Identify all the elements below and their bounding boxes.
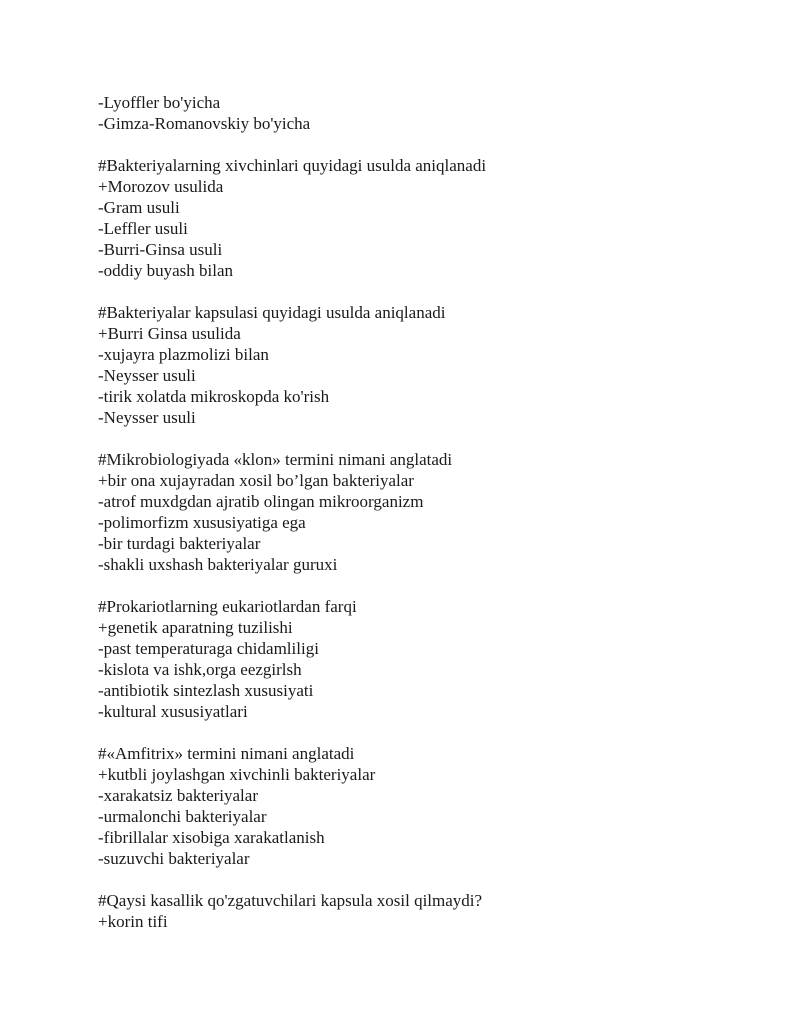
blank-line <box>98 134 758 155</box>
answer-line: -xujayra plazmolizi bilan <box>98 345 269 364</box>
answer-line: -bir turdagi bakteriyalar <box>98 534 261 553</box>
question-line: #Qaysi kasallik qo'zgatuvchilari kapsula xosil qilmaydi? <box>98 891 483 910</box>
blank-line <box>98 281 758 302</box>
answer-line: -antibiotik sintezlash xususiyati <box>98 681 314 700</box>
answer-line: -kultural xususiyatlari <box>98 702 248 721</box>
answer-line: +genetik aparatning tuzilishi <box>98 618 293 637</box>
answer-line: -atrof muxdgdan ajratib olingan mikroorganizm <box>98 492 424 511</box>
answer-line: -urmalonchi bakteriyalar <box>98 807 267 826</box>
document-page <box>98 92 758 932</box>
blank-line <box>98 575 758 596</box>
answer-line: -fibrillalar xisobiga xarakatlanish <box>98 828 325 847</box>
blank-line <box>98 428 758 449</box>
answer-line: -Burri-Ginsa usuli <box>98 240 223 259</box>
blank-line <box>98 722 758 743</box>
blank-line <box>98 869 758 890</box>
answer-line: +bir ona xujayradan xosil bo’lgan bakteriyalar <box>98 471 414 490</box>
text-line: -Gimza-Romanovskiy bo'yicha <box>98 114 311 133</box>
answer-line: -tirik xolatda mikroskopda ko'rish <box>98 387 330 406</box>
answer-line: -Gram usuli <box>98 198 180 217</box>
question-line: #«Amfitrix» termini nimani anglatadi <box>98 744 355 763</box>
answer-line: +korin tifi <box>98 912 168 931</box>
answer-line: +kutbli joylashgan xivchinli bakteriyalar <box>98 765 376 784</box>
question-line: #Bakteriyalarning xivchinlari quyidagi usulda aniqlanadi <box>98 156 487 175</box>
answer-line: -polimorfizm xususiyatiga ega <box>98 513 306 532</box>
answer-line: -shakli uxshash bakteriyalar guruxi <box>98 555 338 574</box>
answer-line: -suzuvchi bakteriyalar <box>98 849 250 868</box>
answer-line: -kislota va ishk,orga eezgirlsh <box>98 660 302 679</box>
question-line: #Mikrobiologiyada «klon» termini nimani anglatadi <box>98 450 453 469</box>
question-line: #Bakteriyalar kapsulasi quyidagi usulda aniqlanadi <box>98 303 446 322</box>
answer-line: -Leffler usuli <box>98 219 188 238</box>
answer-line: -Neysser usuli <box>98 408 196 427</box>
answer-line: -past temperaturaga chidamliligi <box>98 639 319 658</box>
text-line: -Lyoffler bo'yicha <box>98 93 221 112</box>
question-line: #Prokariotlarning eukariotlardan farqi <box>98 597 357 616</box>
answer-line: -xarakatsiz bakteriyalar <box>98 786 258 805</box>
answer-line: +Morozov usulida <box>98 177 224 196</box>
answer-line: +Burri Ginsa usulida <box>98 324 241 343</box>
answer-line: -oddiy buyash bilan <box>98 261 234 280</box>
answer-line: -Neysser usuli <box>98 366 196 385</box>
